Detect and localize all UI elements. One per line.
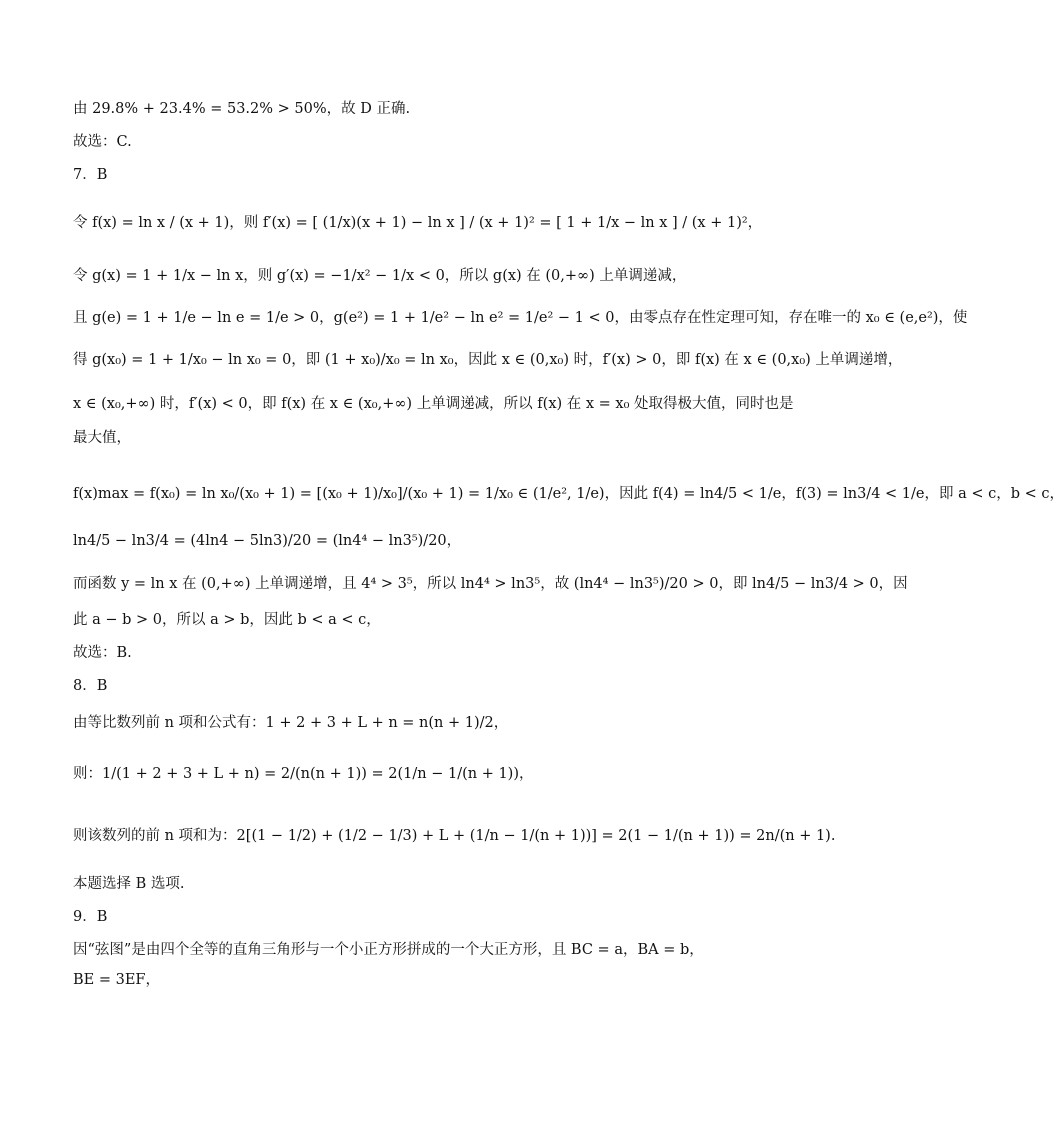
text-line-2: 故选：C.: [73, 134, 132, 150]
text-line-18: 则该数列的前 n 项和为：2[(1 − 1/2) + (1/2 − 1/3) + L + (1/n − 1/(n + 1))] = 2(1 − 1/(n + 1)) = 2n/(n + 1).: [73, 828, 836, 844]
text-line-4: 令 f(x) = ln x / (x + 1)，则 f′(x) = [ (1/x)(x + 1) − ln x ] / (x + 1)² = [ 1 + 1/x − ln x ] / (x + 1)²，: [73, 215, 763, 231]
question-7-answer: 7．B: [73, 167, 108, 183]
question-9-answer: 9．B: [73, 909, 108, 925]
text-line-9: 最大值，: [73, 430, 131, 446]
text-line-22: BE = 3EF，: [73, 972, 160, 988]
text-line-14: 故选：B.: [73, 645, 132, 661]
text-line-16: 由等比数列前 n 项和公式有：1 + 2 + 3 + L + n = n(n + 1)/2，: [73, 715, 509, 731]
text-line-17: 则：1/(1 + 2 + 3 + L + n) = 2/(n(n + 1)) = 2(1/n − 1/(n + 1))，: [73, 766, 534, 782]
text-line-7: 得 g(x₀) = 1 + 1/x₀ − ln x₀ = 0，即 (1 + x₀)/x₀ = ln x₀，因此 x ∈ (0,x₀) 时，f′(x) > 0，即 f(x) 在 x ∈ (0,x₀) 上单调递增，: [73, 352, 903, 368]
text-line-13: 此 a − b > 0，所以 a > b，因此 b < a < c，: [73, 612, 381, 628]
text-line-21: 因“弦图”是由四个全等的直角三角形与一个小正方形拼成的一个大正方形，且 BC = a，BA = b，: [73, 942, 704, 958]
text-line-19: 本题选择 B 选项.: [73, 876, 185, 892]
question-8-answer: 8．B: [73, 678, 108, 694]
text-line-10: f(x)max = f(x₀) = ln x₀/(x₀ + 1) = [(x₀ + 1)/x₀]/(x₀ + 1) = 1/x₀ ∈ (1/e², 1/e)，因此 f(4) = ln4/5 < 1/e，f(3) = ln3/4 < 1/e，即 a < c，b < c，: [73, 486, 1064, 502]
text-line-1: 由 29.8% + 23.4% = 53.2% > 50%，故 D 正确.: [73, 101, 411, 117]
text-line-8: x ∈ (x₀,+∞) 时，f′(x) < 0，即 f(x) 在 x ∈ (x₀,+∞) 上单调递减，所以 f(x) 在 x = x₀ 处取得极大值，同时也是: [73, 396, 794, 412]
text-line-12: 而函数 y = ln x 在 (0,+∞) 上单调递增，且 4⁴ > 3⁵，所以 ln4⁴ > ln3⁵，故 (ln4⁴ − ln3⁵)/20 > 0，即 ln4/5 − ln3/4 > 0，因: [73, 576, 908, 592]
text-line-6: 且 g(e) = 1 + 1/e − ln e = 1/e > 0，g(e²) = 1 + 1/e² − ln e² = 1/e² − 1 < 0，由零点存在性定理可知，存在唯一的 x₀ ∈ (e,e²)，使: [73, 310, 968, 326]
text-line-11: ln4/5 − ln3/4 = (4ln4 − 5ln3)/20 = (ln4⁴ − ln3⁵)/20，: [73, 533, 462, 549]
text-line-5: 令 g(x) = 1 + 1/x − ln x，则 g′(x) = −1/x² − 1/x < 0，所以 g(x) 在 (0,+∞) 上单调递减，: [73, 268, 687, 284]
